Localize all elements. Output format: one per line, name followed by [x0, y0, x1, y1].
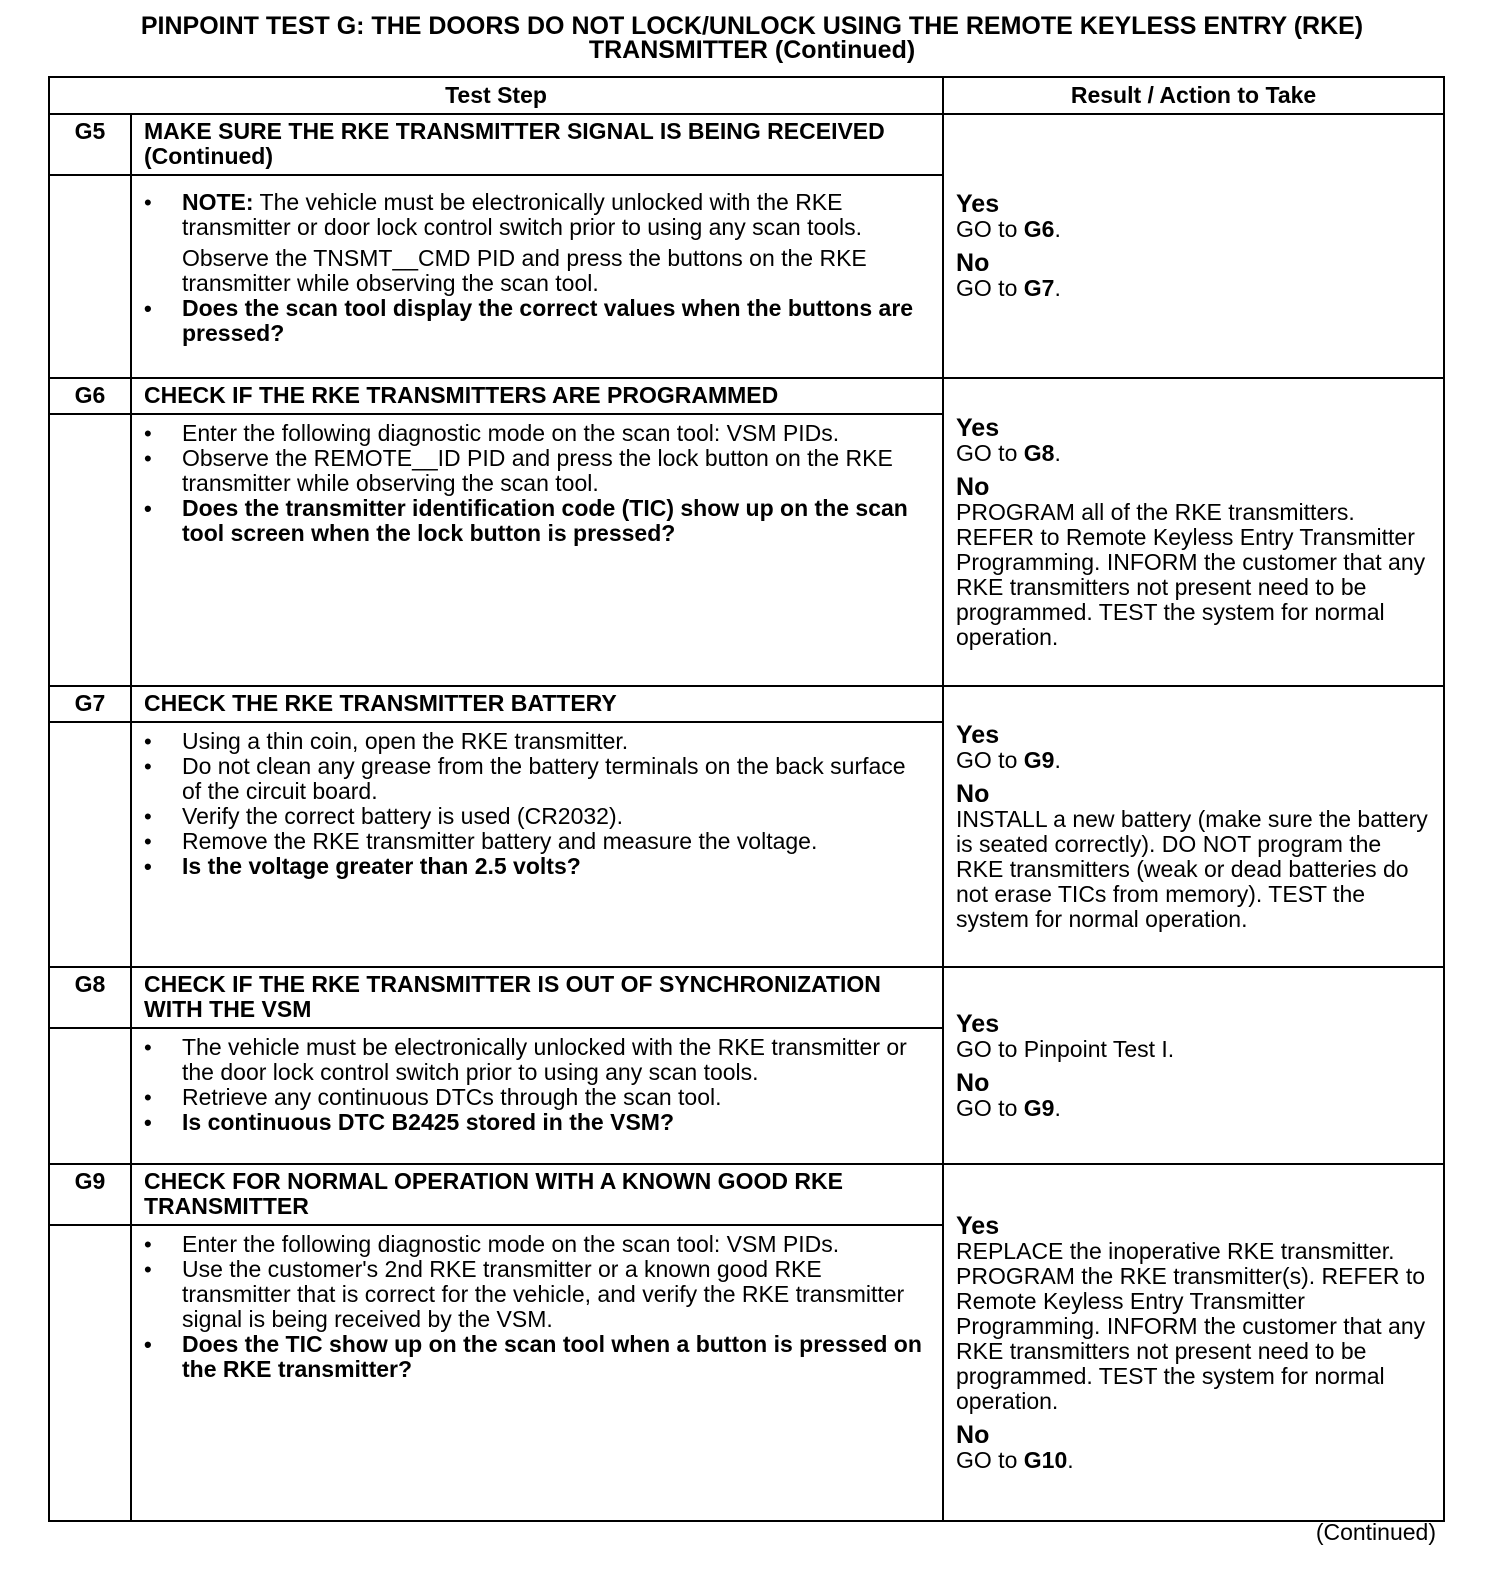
list-item: • NOTE: The vehicle must be electronically unlocked with the RKE transmitter or door lock control switch prior to using any scan tools. Observe the TNSMT__CMD PID and press the buttons on the RKE transmitter while observing the scan tool. — [144, 190, 930, 296]
step-question: • Does the TIC show up on the scan tool when a button is pressed on the RKE transmitter? — [144, 1332, 930, 1382]
step-result — [943, 1164, 1444, 1521]
title-line-1: PINPOINT TEST G: THE DOORS DO NOT LOCK/UNLOCK USING THE REMOTE KEYLESS ENTRY (RKE) — [140, 12, 1364, 40]
no-label: No — [956, 1068, 990, 1097]
step-result — [943, 967, 1444, 1164]
title-line-2: TRANSMITTER (Continued) — [588, 36, 916, 64]
step-g9-heading-row — [49, 1164, 1444, 1225]
no-label: No — [956, 249, 990, 277]
no-label: No — [956, 779, 990, 808]
list-item: • Enter the following diagnostic mode on the scan tool: VSM PIDs. — [144, 1232, 930, 1257]
step-id: G8 — [49, 967, 131, 1028]
step-body — [131, 414, 943, 686]
yes-label: Yes — [956, 1211, 1000, 1240]
pinpoint-test-table — [48, 76, 1445, 1522]
yes-label: Yes — [956, 720, 1000, 749]
yes-label: Yes — [956, 1009, 1000, 1038]
yes-label: Yes — [956, 190, 1000, 218]
step-body — [131, 1028, 943, 1164]
step-question: • Does the scan tool display the correct values when the buttons are pressed? — [144, 296, 930, 346]
step-heading: CHECK IF THE RKE TRANSMITTERS ARE PROGRAMMED — [131, 378, 943, 414]
list-item: • Enter the following diagnostic mode on the scan tool: VSM PIDs. — [144, 421, 930, 446]
step-g7-heading-row — [49, 686, 1444, 722]
column-header-result: Result / Action to Take — [943, 77, 1444, 114]
yes-action: GO to Pinpoint Test I. — [956, 1035, 1175, 1062]
step-question: • Does the transmitter identification code (TIC) show up on the scan tool screen when the lock button is pressed? — [144, 496, 930, 546]
step-body — [131, 1225, 943, 1521]
list-item: • Do not clean any grease from the battery terminals on the back surface of the circuit board. — [144, 754, 930, 804]
yes-action: GO to G6. — [956, 216, 1061, 242]
no-action: GO to G10. — [956, 1446, 1074, 1473]
page-title — [0, 14, 1504, 62]
step-heading: CHECK IF THE RKE TRANSMITTER IS OUT OF SYNCHRONIZATION WITH THE VSM — [131, 967, 943, 1028]
yes-action: GO to G9. — [956, 746, 1061, 773]
step-question: • Is the voltage greater than 2.5 volts? — [144, 854, 930, 879]
list-item: • Observe the REMOTE__ID PID and press the lock button on the RKE transmitter while observing the scan tool. — [144, 446, 930, 496]
step-id: G5 — [49, 114, 131, 175]
table-header-row — [49, 77, 1444, 114]
list-item: • The vehicle must be electronically unlocked with the RKE transmitter or the door lock control switch prior to using any scan tools. — [144, 1035, 930, 1085]
column-header-test-step: Test Step — [49, 77, 943, 114]
list-item: • Using a thin coin, open the RKE transmitter. — [144, 729, 930, 754]
step-id: G9 — [49, 1164, 131, 1225]
continued-label: (Continued) — [1315, 1519, 1436, 1545]
step-g8-heading-row — [49, 967, 1444, 1028]
no-action: INSTALL a new battery (make sure the battery is seated correctly). DO NOT program the RKE transmitters (weak or dead batteries do not erase TICs from memory). TEST the system for normal operation. — [956, 805, 1428, 932]
step-g5-heading-row — [49, 114, 1444, 175]
yes-label: Yes — [956, 413, 1000, 442]
step-continuation: Observe the TNSMT__CMD PID and press the buttons on the RKE transmitter while observing the scan tool. — [182, 245, 867, 296]
step-body — [131, 722, 943, 967]
step-g6-heading-row — [49, 378, 1444, 414]
step-result — [943, 378, 1444, 686]
list-item: • Remove the RKE transmitter battery and measure the voltage. — [144, 829, 930, 854]
no-label: No — [956, 472, 990, 501]
no-label: No — [956, 1420, 990, 1449]
list-item: • Retrieve any continuous DTCs through the scan tool. — [144, 1085, 930, 1110]
step-result — [943, 114, 1444, 378]
no-action: PROGRAM all of the RKE transmitters. REFER to Remote Keyless Entry Transmitter Programming. INFORM the customer that any RKE transmitters not present need to be programmed. TEST the system for normal operation. — [956, 498, 1426, 650]
step-body — [131, 175, 943, 378]
step-question: • Is continuous DTC B2425 stored in the VSM? — [144, 1110, 930, 1135]
step-id: G7 — [49, 686, 131, 722]
step-result — [943, 686, 1444, 967]
yes-action: REPLACE the inoperative RKE transmitter. PROGRAM the RKE transmitter(s). REFER to Remote Keyless Entry Transmitter Programming. INFORM the customer that any RKE transmitters not present need to be programmed. TEST the system for normal operation. — [956, 1237, 1426, 1414]
step-id: G6 — [49, 378, 131, 414]
list-item: • Verify the correct battery is used (CR2032). — [144, 804, 930, 829]
list-item: • Use the customer's 2nd RKE transmitter or a known good RKE transmitter that is correct for the vehicle, and verify the RKE transmitter signal is being received by the VSM. — [144, 1257, 930, 1332]
step-heading: CHECK FOR NORMAL OPERATION WITH A KNOWN GOOD RKE TRANSMITTER — [131, 1164, 943, 1225]
step-heading: CHECK THE RKE TRANSMITTER BATTERY — [131, 686, 943, 722]
step-heading: MAKE SURE THE RKE TRANSMITTER SIGNAL IS BEING RECEIVED (Continued) — [131, 114, 943, 175]
no-action: GO to G9. — [956, 1094, 1061, 1121]
no-action: GO to G7. — [956, 275, 1061, 301]
yes-action: GO to G8. — [956, 439, 1061, 466]
